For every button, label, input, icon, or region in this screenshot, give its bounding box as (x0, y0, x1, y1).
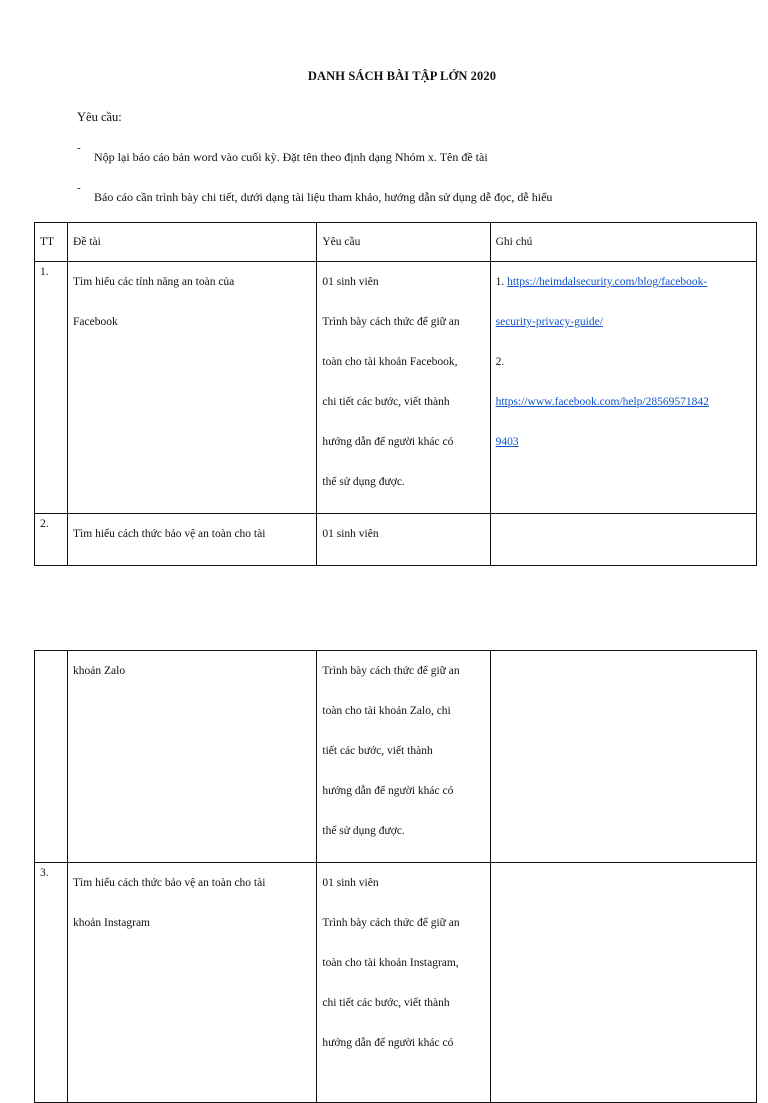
requirement-line: chi tiết các bước, viết thành (322, 997, 450, 1009)
bullet-text: Nộp lại báo cáo bản word vào cuối kỳ. Đặt tên theo định dạng Nhóm x. Tên đề tài (94, 150, 488, 164)
row-number: 2. (35, 514, 68, 566)
note-line: 2. (495, 356, 505, 368)
topic-cell (68, 262, 317, 514)
requirement-line: toàn cho tài khoản Instagram, (322, 957, 459, 969)
note-prefix: 1. (495, 276, 508, 288)
header-requirement: Yêu cầu (317, 223, 490, 262)
table-header-row (35, 223, 757, 262)
reference-link-heimdal[interactable]: https://heimdalsecurity.com/blog/facebook- (507, 276, 708, 288)
requirement-line: 01 sinh viên (322, 877, 379, 889)
requirement-line: toàn cho tài khoản Facebook, (322, 356, 458, 368)
bullet-text: Báo cáo cần trình bày chi tiết, dưới dạng tài liệu tham khảo, hướng dẫn sử dụng dễ đọc, dễ hiểu (94, 190, 553, 204)
note-cell (490, 863, 756, 1103)
requirement-line: tiết các bước, viết thành (322, 745, 433, 757)
requirement-line: 01 sinh viên (322, 276, 379, 288)
requirement-line: Trình bày cách thức để giữ an (322, 917, 460, 929)
header-tt: TT (35, 223, 68, 262)
requirement-line: hướng dẫn để người khác có (322, 1037, 454, 1049)
row-number: 3. (35, 863, 68, 1103)
topic-cell (68, 514, 317, 566)
topic-line: Tìm hiểu cách thức bảo vệ an toàn cho tài (73, 528, 266, 540)
requirement-line: chi tiết các bước, viết thành (322, 396, 450, 408)
requirement-line: 01 sinh viên (322, 528, 379, 540)
topic-cell (68, 651, 317, 863)
topic-line: khoản Instagram (73, 917, 150, 929)
header-topic: Đề tài (68, 223, 317, 262)
note-line (496, 273, 756, 313)
header-note: Ghi chú (490, 223, 756, 262)
topic-line: Tìm hiểu các tính năng an toàn của (73, 276, 235, 288)
requirement-cell (317, 514, 490, 566)
page-title: DANH SÁCH BÀI TẬP LỚN 2020 (307, 69, 497, 83)
requirement-line: thể sử dụng được. (322, 825, 405, 837)
topic-line: khoản Zalo (73, 665, 126, 677)
row-number (35, 651, 68, 863)
note-line (496, 393, 756, 433)
table-row (35, 863, 757, 1103)
bullet-marker: - (77, 142, 81, 154)
reference-link-facebook-help[interactable]: 9403 (495, 436, 519, 448)
note-cell (490, 651, 756, 863)
requirements-label: Yêu cầu: (77, 110, 122, 124)
requirement-line: Trình bày cách thức để giữ an (322, 665, 460, 677)
table-row (35, 651, 757, 863)
note-line (496, 313, 756, 353)
reference-link-facebook-help[interactable]: https://www.facebook.com/help/28569571842 (495, 396, 709, 408)
assignment-table-continued (34, 650, 757, 1103)
note-cell (490, 514, 756, 566)
requirement-line: thể sử dụng được. (322, 476, 405, 488)
topic-line: Tìm hiểu cách thức bảo vệ an toàn cho tài (73, 877, 266, 889)
note-cell (490, 262, 756, 514)
requirement-cell (317, 863, 490, 1103)
requirement-line: hướng dẫn để người khác có (322, 785, 454, 797)
reference-link-heimdal[interactable]: security-privacy-guide/ (495, 316, 603, 328)
topic-cell (68, 863, 317, 1103)
topic-line: Facebook (73, 316, 118, 328)
table-row (35, 262, 757, 514)
assignment-table (34, 222, 757, 566)
requirement-line: Trình bày cách thức để giữ an (322, 316, 460, 328)
requirement-line: hướng dẫn để người khác có (322, 436, 454, 448)
requirement-cell (317, 262, 490, 514)
requirement-line: toàn cho tài khoản Zalo, chi (322, 705, 451, 717)
requirement-cell (317, 651, 490, 863)
row-number: 1. (35, 262, 68, 514)
table-row (35, 514, 757, 566)
bullet-marker: - (77, 182, 81, 194)
note-line (496, 433, 756, 473)
